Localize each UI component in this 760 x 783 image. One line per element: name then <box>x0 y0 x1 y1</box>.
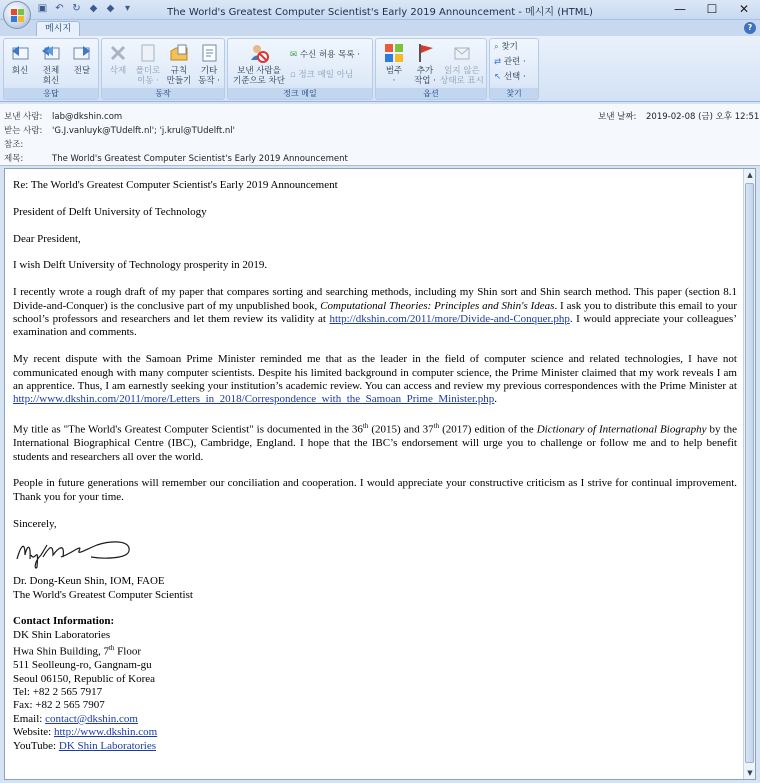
office-logo-blue <box>11 16 17 22</box>
ribbon-tab-strip <box>0 20 760 36</box>
not-junk-button[interactable]: ▫ 정크 메일 아님 <box>290 70 354 80</box>
minimize-button[interactable]: — <box>674 2 686 16</box>
paragraph-paper: I recently wrote a rough draft of my paper that compares sorting and searching methods, including my Shin sort and Shin search method. This paper (section 8.1 Divide-and-Conquer) is the conclusive part of my unpublished book, Computational Theories: Principles and Shin's Ideas. I ask you to distribute this email to your school’s professors and researchers and let them review its validity at http://dkshin.com/2011/more/Divide-and-Conquer.php. I would appreciate your colleagues’ examination and comments. <box>13 286 737 339</box>
contact-city: Seoul 06150, Republic of Korea <box>13 672 156 685</box>
binoculars-icon: ⌕ <box>494 42 499 52</box>
ribbon <box>0 36 760 102</box>
select-button[interactable]: ↖ 선택 · <box>494 72 526 82</box>
follow-up-button[interactable]: 추가 작업 · <box>410 42 440 86</box>
next-item-icon[interactable]: ◆ <box>106 3 115 14</box>
mark-unread-icon <box>451 42 473 64</box>
help-icon[interactable]: ? <box>744 22 756 34</box>
contact-lab: DK Shin Laboratories <box>13 628 111 641</box>
to-value[interactable]: 'G.J.vanluyk@TUdelft.nl'; 'j.krul@TUdelft.nl' <box>52 126 236 136</box>
delete-icon <box>107 42 129 64</box>
create-rule-button[interactable]: 규칙 만들기 <box>164 42 194 86</box>
sent-row <box>598 110 759 122</box>
group-junk-mail <box>227 38 373 100</box>
other-actions-button[interactable]: 기타 동작 · <box>194 42 224 86</box>
title-bar <box>0 0 760 20</box>
sent-value: 2019-02-08 (금) 오후 12:51 <box>646 112 760 122</box>
not-junk-icon: ▫ <box>290 70 296 80</box>
to-row <box>4 124 235 136</box>
youtube-link[interactable]: DK Shin Laboratories <box>58 739 157 752</box>
move-to-folder-icon <box>137 42 159 64</box>
message-header <box>0 104 760 166</box>
group-label-respond: 응답 <box>4 88 98 99</box>
sender-name: Dr. Dong-Keun Shin, IOM, FAOE <box>13 575 165 588</box>
reply-icon <box>9 42 31 64</box>
contact-fax: Fax: +82 2 565 7907 <box>13 699 105 712</box>
wish-paragraph: I wish Delft University of Technology prosperity in 2019. <box>13 259 268 272</box>
block-sender-button[interactable]: 보낸 사람을 기준으로 차단 <box>230 42 288 86</box>
sent-label: 보낸 날짜: <box>598 112 637 122</box>
contact-tel: Tel: +82 2 565 7917 <box>13 685 103 698</box>
forward-icon <box>71 42 93 64</box>
redo-icon[interactable]: ↻ <box>72 3 81 14</box>
subject-label: 제목: <box>4 154 24 164</box>
contact-street: 511 Seolleung-ro, Gangnam-gu <box>13 659 152 672</box>
website-link[interactable]: http://www.dkshin.com <box>53 726 158 739</box>
group-label-options: 옵션 <box>376 88 486 99</box>
office-button[interactable] <box>3 1 31 29</box>
contact-heading: Contact Information: <box>13 615 115 628</box>
paragraph-dispute: My recent dispute with the Samoan Prime Minister reminded me that as the leader in the field of computer science and related technologies, I have not communicated enough with many computer scientists. Despite his limited background in computer science, the Prime Minister claimed that my work reveals I am an apprentice. Thus, I am earnestly seeking your institution’s academic review. You can access and review my previous correspondences with the Prime Minister at http://www.dkshin.com/2011/more/Letters_in_2018/Correspondence_with_the_Samoan_Prime_Minister.php. <box>13 353 737 406</box>
from-value[interactable]: lab@dkshin.com <box>52 112 123 122</box>
greeting: Dear President, <box>13 232 81 245</box>
customize-toolbar-icon[interactable]: ▾ <box>124 3 131 14</box>
office-logo-red <box>11 9 17 15</box>
related-button[interactable]: ⇄ 관련 · <box>494 57 526 67</box>
subject-value: The World's Greatest Computer Scientist's Early 2019 Announcement <box>52 154 348 164</box>
correspondence-link[interactable]: http://www.dkshin.com/2011/more/Letters_in_2018/Correspondence_with_the_Samoan_Prime_Minister.php <box>13 393 495 406</box>
safe-list-button[interactable]: ✉ 수신 허용 목록 · <box>290 50 360 60</box>
forward-button[interactable]: 전달 <box>68 42 96 76</box>
cc-label: 참조: <box>4 140 24 150</box>
message-body-pane[interactable] <box>4 168 756 780</box>
vertical-scrollbar[interactable] <box>743 169 755 779</box>
sender-title: The World's Greatest Computer Scientist <box>13 588 193 601</box>
close-button[interactable]: ✕ <box>738 2 750 16</box>
group-label-actions: 동작 <box>102 88 224 99</box>
select-icon: ↖ <box>494 72 502 82</box>
contact-email: Email: contact@dkshin.com <box>13 712 138 725</box>
re-line: Re: The World's Greatest Computer Scientist's Early 2019 Announcement <box>13 179 338 191</box>
office-logo-green <box>18 9 24 15</box>
contact-youtube: YouTube: DK Shin Laboratories <box>13 739 157 752</box>
scroll-thumb[interactable] <box>745 183 754 763</box>
handwritten-signature <box>13 533 737 573</box>
scroll-down-arrow-icon[interactable]: ▼ <box>747 769 753 777</box>
message-body <box>13 179 737 753</box>
addressee: President of Delft University of Technology <box>13 205 207 218</box>
scroll-up-arrow-icon[interactable]: ▲ <box>747 171 753 179</box>
reply-all-icon <box>40 42 62 64</box>
reply-button[interactable]: 회신 <box>6 42 34 76</box>
previous-item-icon[interactable]: ◆ <box>89 3 98 14</box>
contact-website: Website: http://www.dkshin.com <box>13 726 158 739</box>
subject-row <box>4 152 348 164</box>
paragraph-future: People in future generations will remember our conciliation and cooperation. I would appreciate your constructive criticism as I strive for continual improvement. Thank you for your time. <box>13 477 737 503</box>
group-label-find: 찾기 <box>490 88 538 99</box>
maximize-button[interactable]: ☐ <box>706 2 718 16</box>
undo-icon[interactable]: ↶ <box>55 3 64 14</box>
group-label-junk-mail: 정크 메일 <box>228 88 372 99</box>
to-label: 받는 사람: <box>4 126 43 136</box>
window-title: The World's Greatest Computer Scientist's Early 2019 Announcement - 메시지 (HTML) <box>167 7 593 18</box>
categorize-icon <box>383 42 405 64</box>
group-options <box>375 38 487 100</box>
mark-unread-button[interactable]: 읽지 않은 상태로 표시 <box>440 42 484 86</box>
group-find <box>489 38 539 100</box>
email-link[interactable]: contact@dkshin.com <box>45 712 138 725</box>
from-row <box>4 110 122 122</box>
delete-button[interactable]: 삭제 <box>104 42 132 76</box>
paragraph-title: My title as "The World's Greatest Computer Scientist" is documented in the 36th (2015) and 37th (2017) edition of the Dictionary of International Biography by the International Biographical Centre (IBC), Cambridge, England. I hope that the IBC’s endorsement will urge you to challenge or follow me and to help benefit students and researchers all over the world. <box>13 422 737 463</box>
block-sender-icon <box>248 42 270 64</box>
create-rule-icon <box>168 42 190 64</box>
categorize-button[interactable]: 범주 · <box>378 42 410 86</box>
follow-up-flag-icon <box>414 42 436 64</box>
move-to-folder-button[interactable]: 폴더로 이동 · <box>132 42 164 86</box>
office-logo-yellow <box>18 16 24 22</box>
save-icon[interactable]: ▣ <box>37 3 48 14</box>
related-icon: ⇄ <box>494 57 502 67</box>
from-label: 보낸 사람: <box>4 112 43 122</box>
cc-row <box>4 138 52 150</box>
find-button[interactable]: ⌕ 찾기 <box>494 42 518 52</box>
other-actions-icon <box>198 42 220 64</box>
tab-message[interactable]: 메시지 <box>36 21 80 37</box>
closing: Sincerely, <box>13 517 57 530</box>
divide-and-conquer-link[interactable]: http://dkshin.com/2011/more/Divide-and-Conquer.php <box>329 313 570 325</box>
group-respond <box>3 38 99 100</box>
reply-all-button[interactable]: 전체 회신 <box>36 42 66 86</box>
group-actions <box>101 38 225 100</box>
contact-building: Hwa Shin Building, 7th Floor <box>13 644 141 658</box>
safe-list-icon: ✉ <box>290 50 298 60</box>
